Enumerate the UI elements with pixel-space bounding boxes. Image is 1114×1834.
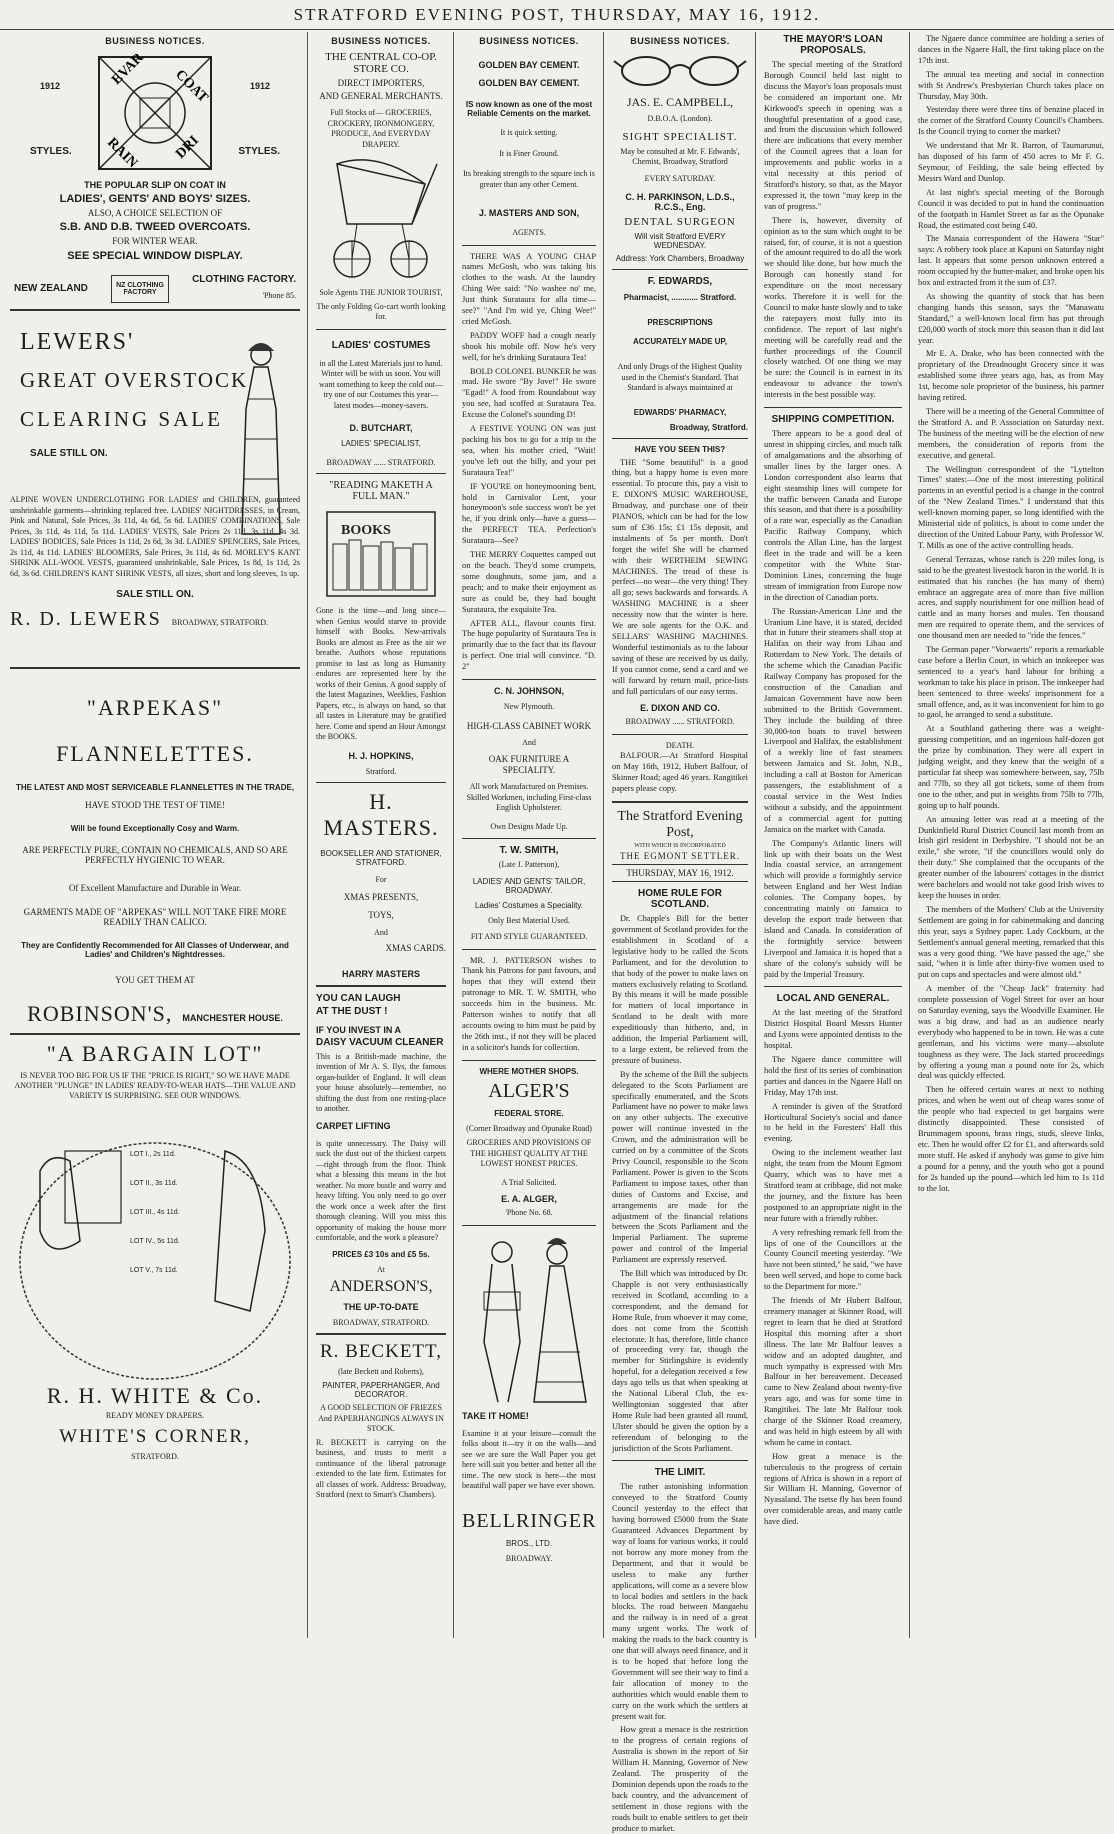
- nz-label: NEW ZEALAND: [14, 283, 88, 294]
- column-3: [456, 32, 602, 1638]
- dixon-broadway: BROADWAY ...... STRATFORD.: [625, 717, 735, 727]
- at-label: At: [377, 1264, 385, 1274]
- local-para: The German paper "Vorwaerts" reports a remarkable case before a Berlin Court, in which an innkeeper was sentenced to a year's hard labour for bribing a workman to take his place in prison. The innkeeper had been sentenced to three weeks' imprisonment for a small offence, and, as it was inconvenient for him to go to gaol, he arranged to send a substitute.: [918, 645, 1104, 720]
- cement-line: IS now known as one of the most Reliable Cements on the market.: [465, 100, 593, 118]
- butchart: D. BUTCHART,: [349, 423, 413, 433]
- year-right: 1912: [249, 81, 270, 91]
- styles-right: STYLES.: [238, 146, 280, 157]
- cement-line: Its breaking strength to the square inch is greater than any other Cement.: [463, 169, 595, 189]
- alger-phone: 'Phone No. 68.: [505, 1208, 553, 1218]
- local-para: The Wellington correspondent of the "Lyttelton Times" states:—One of the most interesting political portents in an eventful period is a change in the control of the "New Zealand Times." I understand that this well-known morning paper, so long identified with the Ministerial side of politics, is about to come under the direction of the United Labour Party, with Professor W. T. Mills as one of the active controlling heads.: [918, 464, 1104, 550]
- local-para: The annual tea meeting and social in connection with St Andrew's Presbyterian Church takes place on Thursday, May 30th.: [918, 69, 1104, 101]
- divider: [612, 864, 748, 865]
- corner-road: (Corner Broadway and Opunake Road): [466, 1123, 592, 1133]
- local-para: There will be a meeting of the General Committee of the Stratford A. and P. Association on Saturday next. The business of the meeting will be the election of new members, the consideration of reports from the executive, and general.: [918, 407, 1104, 460]
- beckett-text: R. BECKETT is carrying on the business, and trusts to merit a continuance of the liberal patronage extended to the late firm. Estimates for all classes of work. Address: Broadway, Stratford (next to Smart's Chambers).: [316, 1437, 446, 1499]
- reading-title: "READING MAKETH A FULL MAN.": [329, 480, 433, 502]
- carpet-title: CARPET LIFTING: [316, 1120, 391, 1131]
- toys: TOYS,: [368, 909, 394, 920]
- local-para: The members of the Mothers' Club at the University Settlement are going in for cabinetmaking and dancing this year, says a Sydney paper. Lady Cockburn, at the Settlement's annual general meeting, remarked that this was a very good thing. "We have passed the age," she said, "when it is little after thirty-five women used to put on caps and spectacles and were almost old.": [918, 904, 1104, 980]
- svg-text:BOOKS: BOOKS: [341, 523, 391, 538]
- bros-ltd: BROS., LTD.: [505, 1538, 553, 1548]
- invest-1: IF YOU INVEST IN A: [316, 1024, 402, 1035]
- masthead: STRATFORD EVENING POST, THURSDAY, MAY 16, 1912.: [0, 0, 1114, 30]
- patterson-text: MR. J. PATTERSON wishes to Thank his Patrons for past favours, and hopes that they will extend their patronage to MR. T. W. SMITH, who succeeds him in the business. Mr. Patterson wishes to notify that all accounts owing to him must be paid by the 26th inst., if not they will be placed in a solicitor's hands for collection.: [462, 955, 596, 1052]
- svg-text:RAIN: RAIN: [104, 135, 141, 172]
- column-4: [606, 32, 754, 1833]
- spectacles-icon: [612, 51, 748, 91]
- f-edwards: F. EDWARDS,: [647, 276, 713, 287]
- beckett-line: PAINTER, PAPERHANGER, And DECORATOR.: [322, 1381, 440, 1399]
- nz-clothing-factory: [10, 274, 300, 303]
- every-saturday: EVERY SATURDAY.: [644, 173, 716, 183]
- whites-corner: WHITE'S CORNER,: [59, 1426, 251, 1447]
- invest-2: DAISY VACUUM CLEANER: [316, 1036, 444, 1048]
- lewers-items: ALPINE WOVEN UNDERCLOTHING FOR LADIES' and CHILDREN, guaranteed unshrinkable garments—shrinking replaced free. LADIES' NIGHTDRESSES, in Cream, Pink and Natural, Sale Prices, 3s 11d, 4s 6d, 5s 6d. LADIES' COMBINATIONS, Sale Prices, 3s 11d, 4s 11d, 5s 11d. LADIES' VESTS, Sale Prices 2s 11d, 3s 11d, 4s 3d. LADIES' BODICES, Sale Prices 1s 11d, 2s 6d, 3s 3d. LADIES' SPENCERS, Sale Prices, 2s 11d, 4s 11d. LADIES' BLOOMERS, Sale Prices, 3s 11d, 4s 6d. MORLEY'S KANT SHRINK ALL-WOOL VESTS, guaranteed unshrinkable, Sale Prices, 1s 8d, 1s 11d, 2s 6d, 3s 6d. CHILDREN'S KANT SHRINK VESTS, all sizes, short and long sleeves, 1s up.: [10, 495, 300, 578]
- bellringer: BELLRINGER: [462, 1509, 597, 1532]
- ladies-specialist: LADIES' SPECIALIST,: [341, 439, 421, 448]
- hopkins: H. J. HOPKINS,: [348, 750, 414, 761]
- ad-line: S.B. AND D.B. TWEED OVERCOATS.: [59, 221, 251, 233]
- rh-white: R. H. WHITE & Co.: [46, 1383, 264, 1408]
- accurately: ACCURATELY MADE UP,: [633, 337, 727, 346]
- bookseller: BOOKSELLER AND STATIONER, STRATFORD.: [320, 848, 442, 867]
- column-rule: [307, 32, 308, 1638]
- column-rule: [453, 32, 454, 1638]
- campbell: JAS. E. CAMPBELL,: [626, 95, 734, 109]
- tailor: LADIES' AND GENTS' TAILOR, BROADWAY.: [472, 876, 586, 895]
- article-para: A reminder is given of the Stratford Horticultural Society's social and dance to be held in the Foresters' Hall this evening.: [764, 1101, 902, 1144]
- article-heading: THE MAYOR'S LOAN PROPOSALS.: [783, 34, 883, 56]
- article-para: By the scheme of the Bill the subjects delegated to the Scots Parliament are specifically enumerated, and the Scots Parliament have no power to make laws on any other subjects. The executive power will continue invested in the Crown, and the administration will be carried on by a committee of the Scots Privy Council, responsible to the Scots Parliament. Power is given to the Scots Parliament to impose taxes, other than duties of Customs and Excise, and arrangements are made for the adjustment of the financial relations between the Scots Parliament and the Imperial Parliament. The supreme power and control of the Imperial Parliament are expressly reserved.: [612, 1069, 748, 1265]
- divider: [764, 407, 902, 408]
- xmas-presents: XMAS PRESENTS,: [343, 891, 419, 902]
- drugs-text: And only Drugs of the Highest Quality used in the Chemist's Standard. That Standard is always maintained at: [617, 362, 743, 392]
- cabinet: HIGH-CLASS CABINET WORK: [466, 720, 592, 731]
- article-para: There appears to be a good deal of unrest in shipping circles, and much talk of amalgamations and the absorbing of smaller lines by the larger ones. A London correspondent also learns that eight steamship lines will compete for the traffic between Canada and Europe this season, and that there is a possibility of a rate war, especially as the Canadian Pacific Railway Company, which controls the Allan Line, has the largest fleet in the trade and will be a keen competitor with the White Star-Dominion Lines, concerning the huge stream of immigration from Europe now in the direction of Canadian ports.: [764, 429, 902, 602]
- coop-title: THE CENTRAL CO-OP. STORE CO.: [325, 51, 437, 75]
- divider: [316, 1333, 446, 1335]
- white-stratford: STRATFORD.: [131, 1452, 179, 1461]
- local-para: We understand that Mr R. Barron, of Taumarunui, has disposed of his farm of 450 acres to Mr F. G. Seymour, of Feilding, the sale being effected by Messrs Ward and Dunlop.: [918, 141, 1104, 183]
- divider: [10, 1033, 300, 1035]
- andersons: ANDERSON'S,: [329, 1277, 433, 1295]
- article-para: A very refreshing remark fell from the lips of one of the Councillors at the County Council meeting yesterday. "We have not been stinted," he said, "we have been well served, and hope to come back to the Department for more.": [764, 1227, 902, 1292]
- arpekas-title: "ARPEKAS": [86, 695, 224, 720]
- have-you-seen: HAVE YOU SEEN THIS?: [634, 444, 726, 454]
- masters-title: H. MASTERS.: [323, 788, 439, 840]
- column-6: [912, 32, 1110, 1638]
- ea-alger: E. A. ALGER,: [501, 1194, 557, 1205]
- divider: [462, 949, 596, 950]
- take-text: Examine it at your leisure—consult the folks about it—try it on the walls—and see we are sure the Wall Paper you get here will suit you better and better all the time. The new stock is here—the most beautiful wall paper we have ever shown.: [462, 1428, 596, 1491]
- lewers-title: LEWERS': [20, 329, 135, 355]
- divider: [612, 881, 748, 882]
- trial: A Trial Solicited.: [501, 1177, 557, 1187]
- divider: [612, 1460, 748, 1461]
- local-para: Yesterday there were three tins of benzine placed in the corner of the Stratford County Council's Chambers. Is the Council trying to corner the market?: [918, 105, 1104, 137]
- cement-line: GOLDEN BAY CEMENT.: [478, 60, 580, 70]
- butchart-broadway: BROADWAY ...... STRATFORD.: [326, 458, 436, 467]
- coop-stocks: Full Stocks of— GROCERIES, CROCKERY, IRONMONGERY, PRODUCE, And EVERYDAY DRAPERY.: [327, 108, 435, 149]
- article-heading: SHIPPING COMPETITION.: [771, 414, 895, 426]
- couple-illustration-icon: [462, 1232, 596, 1407]
- bargain-text: IS NEVER TOO BIG FOR US IF THE "PRICE IS RIGHT," SO WE HAVE MADE ANOTHER "PLUNGE" IN LADIES' READY-TO-WEAR HATS—THE VALUE AND VARIETY IS SURPRISING. SEE OUR WINDOWS.: [14, 1071, 296, 1100]
- arp-line: ARE PERFECTLY PURE, CONTAIN NO CHEMICALS, AND SO ARE PERFECTLY HYGIENIC TO WEAR.: [22, 845, 288, 865]
- daisy-text: This is a British-made machine, the invention of Mr A. S. Ilys, the famous organ-builder of England. It will clean your house absolutely—remember, no shifting the dust from one resting-place to another.: [316, 1051, 446, 1113]
- divider: [462, 1225, 596, 1226]
- carpet-text: is quite unnecessary. The Daisy will suck the dust out of the thickest carpets—right through from the floor. Think what a blessing this means in the hot weather. No more bustle and worry and heavy lifting. You only need to go over the work once a week after the first thorough cleaning. Will you miss this opportunity of making the house more comfortable, and the work a pleasure?: [316, 1138, 446, 1242]
- agents: AGENTS.: [512, 228, 546, 237]
- divider: [612, 438, 748, 439]
- section-heading: BUSINESS NOTICES.: [479, 36, 579, 46]
- local-para: The Ngaere dance committee are holding a series of dances in the Ngaere Hall, the first taking place on the 17th inst.: [918, 34, 1104, 65]
- divider: [462, 245, 596, 246]
- local-para: The Manaia correspondent of the Hawera "Star" says: A robbery took place at Kapuni on Saturday night last. It appears that some person unknown entered a room occupied by the butter-maker, and broke open his box and extracted from it the sum of £37.: [918, 234, 1104, 288]
- lot-item: LOT V., 7s 11d.: [130, 1267, 178, 1274]
- laugh-1: YOU CAN LAUGH: [316, 992, 401, 1004]
- harry-masters: HARRY MASTERS: [341, 968, 420, 979]
- article-para: Owing to the inclement weather last night, the team from the Mount Egmont Quarry, which was to have met a Stratford team at cribbage, did not make the journey, and the fixture has been postponed to an appropriate night in the near future with a friendly rubber.: [764, 1148, 902, 1223]
- manchester-house: MANCHESTER HOUSE.: [182, 1013, 283, 1023]
- divider: [462, 679, 596, 680]
- beckett-line: A GOOD SELECTION OF FRIEZES And PAPERHANGINGS ALWAYS IN STOCK.: [318, 1403, 444, 1433]
- arp-line: GARMENTS MADE OF "ARPEKAS" WILL NOT TAKE FIRE MORE READILY THAN CALICO.: [23, 907, 287, 927]
- ad-line: SEE SPECIAL WINDOW DISPLAY.: [67, 250, 243, 262]
- article-para: How great a menace is the restriction to the progress of certain regions of Australia is shown in the report of Sir William H. Manning, Governor of New Zealand. The prosperity of the Dominion depends upon the roads to the back country, and the advancement of settlement in those regions with the roads built to enable settlers to get their produce to market.: [612, 1725, 748, 1833]
- article-para: The friends of Mr Hubert Balfour, creamery manager at Skinner Road, will regret to learn that he died at Stratford Hospital this morning after a short illness. The late Mr Balfour leaves a widow and an adopted daughter, and much sympathy is expressed with Mrs Balfour in her bereavement. Deceased came to New Zealand about twenty-five years ago, and was for some time in Rangitikei. The late Mr Balfour took charge of the Skinner Road creamery, and was held in high esteem by all with whom he came in contact.: [764, 1296, 902, 1447]
- arp-line: HAVE STOOD THE TEST OF TIME!: [85, 800, 225, 810]
- fit-style: FIT AND STYLE GUARANTEED.: [470, 932, 588, 942]
- tea-para: THE MERRY Coquettes camped out on the beach. They'd some crumpets, some doughnuts, some jam, and a peach; and to make their enjoyment as sure as could be, they had bought Surataura, the exquisite Tea.: [462, 550, 596, 614]
- lady-figure-icon: [226, 339, 296, 539]
- dboa: D.B.O.A. (London).: [647, 114, 713, 123]
- divider: [612, 801, 748, 803]
- arp-line: Of Excellent Manufacture and Durable in Wear.: [68, 883, 242, 893]
- article-para: The rather astonishing information conveyed to the Stratford County Council yesterday to the effect that having borrowed £5000 from the State Guaranteed Advances Department by way of loans for various works, it could not borrow any more money from the Department, and that it would be useless to make any further applications, will come as a severe blow to local bodies and settlers in the back blocks. The road between Mangaehu and the railway is in need of a great many urgent works. The work of making the roads to the back country is one that will always need finance, and it is to be hoped that before long the Government will see their way to find a fair allocation of money to the authorities which would enable them to carry on the work which the settlers at present wait for.: [612, 1482, 748, 1721]
- johnson: C. N. JOHNSON,: [493, 686, 564, 697]
- ad-line: LADIES', GENTS' AND BOYS' SIZES.: [59, 193, 251, 205]
- evar-coat-ad: [10, 51, 300, 176]
- flannelettes-title: FLANNELETTES.: [56, 741, 254, 766]
- tea-para: AFTER ALL, flavour counts first. The huge popularity of Surataura Tea is primarily due to the fact that its flavour is perfect. One trial will convince. "D. 2": [462, 618, 596, 672]
- article-heading: HOME RULE FOR SCOTLAND.: [638, 888, 722, 911]
- arp-line: YOU GET THEM AT: [115, 975, 195, 985]
- coop-line: AND GENERAL MERCHANTS.: [319, 91, 443, 101]
- dental-text: Will visit Stratford EVERY WEDNESDAY.: [634, 232, 726, 250]
- divider: [316, 985, 446, 987]
- lot-item: LOT II., 3s 11d.: [130, 1180, 178, 1187]
- phone: 'Phone 85.: [262, 291, 296, 300]
- divider: [316, 782, 446, 783]
- section-heading: BUSINESS NOTICES.: [331, 36, 431, 46]
- ready-money-drapers: READY MONEY DRAPERS.: [105, 1411, 205, 1420]
- books-icon: [317, 506, 445, 602]
- federal-store: FEDERAL STORE.: [494, 1108, 564, 1118]
- dental-surgeon: DENTAL SURGEON: [624, 216, 736, 228]
- tailor-line: Only Best Material Used.: [488, 915, 570, 925]
- costumes-text: in all the Latest Materials just to hand. Winter will be with us soon. You will want something to keep the cold out—try one of our Costumes this year—latest modes—money-savers.: [319, 358, 443, 410]
- late-patterson: (Late J. Patterson),: [498, 860, 560, 870]
- svg-text:COAT: COAT: [172, 67, 211, 106]
- article-para: The special meeting of the Stratford Borough Council held last night to discuss the Mayor's loan proposals must be considered an important one. Mr Kirkwood's speech in opening was a thoughtful presentation of a good case, and from the discussion which followed there are indications that every member of the Council agrees that a loan for improvements and public works in a vital necessity at this period of Stratford's history, so that, as the Mayor expressed it, the town "may keep in the van of progress.": [764, 60, 902, 211]
- article-para: At the last meeting of the Stratford District Hospital Board Messrs Hunter and Lyons were appointed dentists to the hospital.: [764, 1008, 902, 1051]
- lewers-sub2: CLEARING SALE: [20, 407, 223, 431]
- local-para: Mr E. A. Drake, who has been connected with the proprietary of the Dreadnought Grocery since it was established some three years ago, has, as from May 1st, become sole proprietor of the business, his partner having retired.: [918, 349, 1104, 403]
- local-para: As showing the quantity of stock that has been changing hands this season, says the "Manawatu Standard," a well-known local firm has put through £20,000 worth of stock more this season than it did last year.: [918, 291, 1104, 345]
- oak: OAK FURNITURE A SPECIALITY.: [488, 754, 570, 776]
- costumes-title: LADIES' COSTUMES: [331, 339, 431, 351]
- dixon: E. DIXON AND CO.: [640, 703, 720, 714]
- tea-para: IF YOU'RE on honeymooning bent, hold in Carnivalor Lent, your honeymoon's sole success won't be yet he, if you drink only—have a guess—the PERFECT TEA. Perfection's Surataura—See?: [462, 481, 596, 546]
- year-left: 1912: [40, 81, 61, 91]
- reading-text: Gone is the time—and long since—when Genius would starve to provide himself with Books. New-arrivals Books are almost as Free as the air we breathe. Authors whose reputations promise to last as long as Humanity endures are represented here by the works of their Genius. A good supply of the latest Magazines, Weeklies, Fashion Papers, etc., is always on hand, so that all tastes in Literature may be gratified here. Come and spend an Hour Amongst the BOOKS.: [316, 606, 446, 741]
- arp-line: THE LATEST AND MOST SERVICEABLE FLANNELETTES IN THE TRADE,: [15, 783, 295, 792]
- factory-label: CLOTHING FACTORY.: [192, 274, 296, 285]
- article-para: The Ngaere dance committee will hold the first of its series of combination parties and dances in the Ngaere Hall on Friday, May 17th inst.: [764, 1055, 902, 1097]
- column-rule: [603, 32, 604, 1638]
- article-heading: LOCAL AND GENERAL.: [776, 993, 890, 1005]
- oak-text: All work Manufactured on Premises. Skilled Workmen, including First-class English Upholsterer.: [466, 782, 592, 813]
- coop-line: DIRECT IMPORTERS,: [337, 78, 425, 88]
- cement-line: GOLDEN BAY CEMENT.: [478, 78, 580, 88]
- pram-icon: [317, 154, 445, 284]
- prescriptions: PRESCRIPTIONS: [647, 318, 713, 327]
- article-para: The Bill which was introduced by Dr. Chapple is not very enthusiastically received in Scotland, according to a correspondent, and the demand for Home Rule, from whoever it may come, does not come from the Scottish electorate. It has, therefore, little chance of proceeding very far, though the member for Stirlingshire is evidently hopeful, for a delegation received a few days ago tells us that when speaking at the National Liberal Club, the ex-Wellingtonian suggested that after Home Rule had been granted all round, Ulster should be given the option by a referendum of belonging to the jurisdiction of the Scots Parliament.: [612, 1269, 748, 1453]
- folding-gocart: The only Folding Go-cart worth looking for.: [316, 301, 446, 321]
- local-para: Then he offered certain wares at next to nothing prices, and when he went out of cheap wares some of the people who had expected to get bargains were distinctly disappointed. These consisted of Brummagem spoons, brass rings, studs, sleeve links, etc. Then he would offer £2 for £1, and afterwards sold more stuff. He asked if anybody was game to give him a pound for a penny, and the youth who got a pound for 2s handed up the pound—which led him to 1s 11d to the lot.: [918, 1085, 1104, 1193]
- groceries: GROCERIES AND PROVISIONS OF THE HIGHEST QUALITY AT THE LOWEST HONEST PRICES.: [466, 1138, 592, 1169]
- local-para: General Terrazas, whose ranch is 220 miles long, is said to be the greatest livestock baron in the world. It is estimated that his ranches (he has many of them) embrace an aggregate area of more than five million acres, and supply nourishment for one million head of cattle and as many horses and mules. Ten thousand men are required to operate them, and the services of one thousand men are needed to "ride the fences.": [918, 554, 1104, 641]
- divider: [462, 1060, 596, 1061]
- and-label: And: [374, 927, 388, 937]
- edwards-pharmacy: EDWARDS' PHARMACY,: [633, 407, 727, 417]
- arp-line: Will be found Exceptionally Cosy and Warm.: [70, 824, 240, 833]
- divider: [10, 309, 300, 311]
- andersons-broadway: BROADWAY, STRATFORD.: [332, 1317, 430, 1327]
- divider: [316, 329, 446, 330]
- mother-shops: WHERE MOTHER SHOPS.: [479, 1066, 579, 1076]
- local-para: An amusing letter was read at a meeting of the Dunkinfield Rural District Council last month from an Irish girl resident in Derbyshire. "I should not be an exile," she wrote, "if the councillors would only do their duty." She complained that the occupants of the greater number of the labourers' cottages in the district were bachelors and would not take good Irish wives to keep the houses in order.: [918, 814, 1104, 900]
- post-title: The Stratford Evening Post,: [617, 809, 743, 841]
- egmont-settler: THE EGMONT SETTLER.: [619, 851, 741, 862]
- take-home: TAKE IT HOME!: [462, 1410, 529, 1421]
- tailor-line: Ladies' Costumes a Speciality.: [474, 900, 584, 910]
- column-rule: [755, 32, 756, 1638]
- nz-logo: NZ CLOTHING FACTORY: [111, 275, 169, 303]
- ad-line: THE POPULAR SLIP ON COAT IN: [84, 180, 226, 190]
- lewers-ad: [10, 329, 300, 631]
- cement-line: It is quick setting.: [500, 128, 558, 137]
- arp-line: They are Confidently Recommended for All Classes of Underwear, and Ladies' and Children's Nightdresses.: [21, 941, 289, 959]
- dateline: THURSDAY, MAY 16, 1912.: [626, 868, 734, 879]
- for-label: For: [375, 874, 387, 884]
- article-heading: THE LIMIT.: [654, 1467, 706, 1479]
- svg-text:DRI: DRI: [173, 133, 202, 162]
- sight-text: May be consulted at Mr. F. Edwards', Chemist, Broadway, Stratford: [620, 146, 740, 166]
- robinsons: ROBINSON'S,: [27, 1001, 173, 1026]
- rd-lewers: R. D. LEWERS: [10, 608, 162, 630]
- divider: [612, 269, 748, 270]
- article-para: Dr. Chapple's Bill for the better government of Scotland provides for the establishment in Scotland of a legislative body to be called the Scots Parliament, and for the devolution to that body of the power to make laws on matters exclusively relating to Scotland. By this means it will be made possible for matters of local importance in Scotland to be dealt with more expeditiously than hitherto, and, in addition, the Imperial Parliament will, to a large extent, be relieved from the pressure of business.: [612, 914, 748, 1065]
- divider: [10, 667, 300, 669]
- pharmacist: Pharmacist, ............ Stratford.: [623, 293, 737, 302]
- xmas-cards: XMAS CARDS.: [385, 942, 446, 953]
- own-designs: Own Designs Made Up.: [490, 821, 568, 831]
- local-para: A member of the "Cheap Jack" fraternity had complete possession of Vogel Street for over an hour on Saturday evening, says the Woodville Examiner. He was a big draw, and had as an audience nearly everybody who happened to be in town. He was a cute gentleman, and his victims were many—absolute toughness as they were. The Jack started proceedings by offering a young man a pound note for 2s, which deal was quickly effected.: [918, 984, 1104, 1081]
- and-label: And: [522, 737, 536, 747]
- section-heading: BUSINESS NOTICES.: [630, 36, 730, 46]
- tea-para: BOLD COLONEL BUNKER he was mad. He swore "By Jove!" He swore "Egad!" A food from Roundabout way you see, had scoffed at Surataura Tea. Excuse the Colonel's sounding D!: [462, 366, 596, 420]
- sight-specialist: SIGHT SPECIALIST.: [622, 130, 738, 143]
- tea-para: A FESTIVE YOUNG ON was just packing his box to go for a trip to the sea, when his mother cried, "Wait! you've left out the billy, and your pet Surataura Tea!": [462, 424, 596, 477]
- beckett-line: (late Beckett and Roberts),: [338, 1366, 424, 1376]
- svg-text:EVAR: EVAR: [109, 50, 147, 88]
- death-heading: DEATH.: [665, 740, 695, 750]
- divider: [612, 734, 748, 735]
- lot-item: LOT IV., 5s 11d.: [130, 1238, 180, 1245]
- bellringer-broadway: BROADWAY.: [505, 1553, 553, 1563]
- column-5: [758, 32, 908, 1638]
- laugh-2: AT THE DUST !: [316, 1005, 388, 1017]
- article-para: The Company's Atlantic liners will link up with their boats on the West India coastal service, an arrangement which will provide a fortnightly service between England and her West Indian colonies. The Company hopes, by concentrating mainly on Jamaica to develop the export trade between that island and Canada. In consideration of the fortnightly service between Liverpool and Jamaica it is hoped that a share of the colony's subsidy will be paid by the Imperial Treasury.: [764, 838, 902, 979]
- beckett-title: R. BECKETT,: [319, 1340, 442, 1362]
- bargain-lot-ad: [10, 1041, 300, 1461]
- lewers-broadway: BROADWAY, STRATFORD.: [171, 618, 269, 627]
- prices: PRICES £3 10s and £5 5s.: [332, 1249, 430, 1259]
- arpekas-ad: [10, 695, 300, 1027]
- column-2: [310, 32, 452, 1638]
- tea-para: THERE WAS A YOUNG CHAP names McGosh, who was taking his clothes to the wash. At the laundry Ching Wee said: "No washee no' me, Just think Surataura for alla time—see?" "And I'm wid ye, Ching Wee!" cried McGosh.: [462, 251, 596, 326]
- column-rule: [909, 32, 910, 1638]
- divider: [764, 986, 902, 987]
- incorporated: WITH WHICH IS INCORPORATED: [634, 843, 726, 850]
- seen-text: THE "Some beautiful" is a good thing, but a happy home is even more essential. To procure this, pay a visit to E. DIXON'S MUSIC WAREHOUSE, Broadway, and purchase one of their PIANOS, which can be had for the low sum of £36 15s; £1 15s deposit, and instalments of 5s per month. Don't forget the wife! She will be charmed with their WERTHEIM SEWING MACHINES. The tread of these is perfect—no wear—the very thing! They all go; sews backwards and forwards. A WASHING MACHINE is a sheer necessity now that the winter is here. We are sole agents for the O.K. and SELLARS' WASHING MACHINES. Wonderful testimonials as to the labour saving of these are received by us daily. If you cannot come, send a card and we will forward by return mail, price-lists and full particulars of our easy terms.: [612, 457, 748, 696]
- tw-smith: T. W. SMITH,: [499, 845, 559, 857]
- local-para: At a Southland gathering there was a weight-guessing competition, and an ingenious half-dozen got the prize by combination. They were all expert in judging weight, and they knew that the weight of a particular fat sheep was somewhere between, say, 75lb and 77lb, so they all got tickets, some of them from one to the other, and put in weights from 75lb to 77lb, going up to half pounds.: [918, 724, 1104, 810]
- up-to-date: THE UP-TO-DATE: [343, 1301, 419, 1312]
- ad-line: FOR WINTER WEAR.: [112, 236, 198, 246]
- sole-agents: Sole Agents THE JUNIOR TOURIST,: [319, 288, 443, 297]
- article-para: The Russian-American Line and the Uranium Line have, it is stated, decided that in future their steamers shall stop at Halifax on their way from Libau and Rotterdam to New York. The details of the scheme which the Canadian Pacific Railway Company has proposed for the construction of the Canadian and Jamaican Government have now been submitted to the British Government. They include the building of three 30,000-ton boats to travel between Liverpool and Halifax, the establishment of a weekly line of fast steamers between Jamaica and St. John, N.B., including a call at Boston for American passengers, the establishment of a coastal service in the West Indies without a subsidy, and the appointment of a commercial agent for putting Jamaica on the market with Canada.: [764, 606, 902, 834]
- edwards-broadway: Broadway, Stratford.: [669, 422, 748, 432]
- lewers-sub1: GREAT OVERSTOCK: [20, 368, 249, 392]
- dental-address: Address: York Chambers, Broadway: [615, 254, 745, 263]
- jmasters: J. MASTERS AND SON,: [478, 208, 580, 218]
- sale-still-on: SALE STILL ON.: [30, 448, 108, 459]
- article-para: How great a menace is the tuberculosis to the progress of certain regions of Africa is shown in a report of Sir William H. Manning, Governor of Nyasaland. The tsetse fly has been found over considerable areas, and many cattle have died.: [764, 1451, 902, 1527]
- section-heading: BUSINESS NOTICES.: [105, 36, 205, 46]
- new-plymouth: New Plymouth.: [503, 702, 555, 712]
- article-para: There is, however, diversity of opinion as to the sum which ought to be raised, for, of course, it is not a question of the amount required to do all the work we should like done, but how much the Borough can honestly stand for expenditure on the most necessary works. Therefore it is well for the Council to make haste slowly and to take the ratepayers most fully into its confidence. The report of last night's meeting will be carefully read and the further proceedings of the Council closely watched. Of one thing we may be sure: the Council is in earnest in its endeavour to advance the town's interests in the best possible way.: [764, 215, 902, 400]
- divider: [316, 473, 446, 474]
- divider: [462, 838, 596, 839]
- parkinson: C. H. PARKINSON, L.D.S., R.C.S., Eng.: [625, 192, 735, 212]
- lot-item: LOT I., 2s 11d.: [130, 1151, 176, 1158]
- bargain-title: "A BARGAIN LOT": [46, 1041, 264, 1066]
- ad-line: ALSO, A CHOICE SELECTION OF: [87, 208, 223, 218]
- local-para: At last night's special meeting of the Borough Council it was decided to put in hand the continuation of the footpath in Hamlet Street as far as the Opunake Road, the estimated cost being £40.: [918, 187, 1104, 230]
- hopkins-stratford: Stratford.: [365, 766, 397, 776]
- algers: ALGER'S: [488, 1079, 570, 1102]
- sale-still-on-2: SALE STILL ON.: [116, 589, 194, 600]
- styles-left: STYLES.: [30, 146, 72, 157]
- column-1: [4, 32, 306, 1638]
- tea-para: PADDY WOFF had a cough nearly shook his mobile off. Now he's very well, for he's drinking Surataura Tea!: [462, 330, 596, 362]
- death-text: BALFOUR.—At Stratford Hospital on May 16th, 1912, Hubert Balfour, of Skinner Road; aged 46 years. Rangitikei papers please copy.: [612, 751, 748, 794]
- lot-item: LOT III., 4s 11d.: [130, 1209, 180, 1216]
- cement-line: It is Finer Ground.: [499, 148, 559, 158]
- evar-coat-logo: [95, 50, 215, 173]
